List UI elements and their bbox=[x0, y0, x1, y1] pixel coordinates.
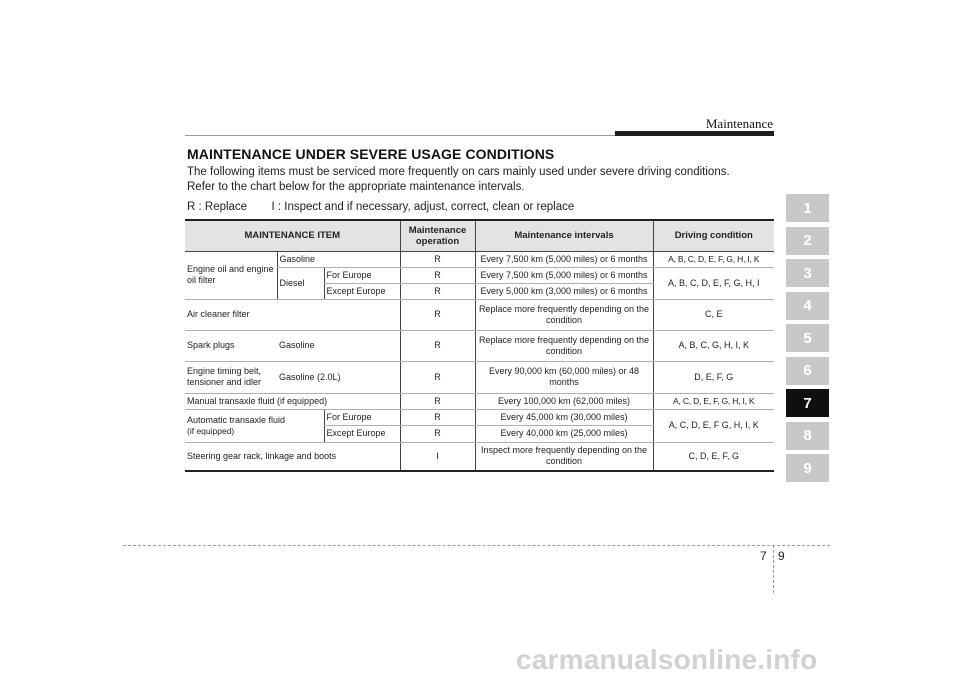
footer-divider bbox=[773, 545, 774, 593]
header-maintenance-operation: Maintenance operation bbox=[400, 220, 475, 251]
spark-condition: A, B, C, G, H, I, K bbox=[653, 330, 774, 361]
auto-condition: A, C, D, E, F G, H, I, K bbox=[653, 409, 774, 442]
oil-diesel-condition: A, B, C, D, E, F, G, H, I bbox=[653, 267, 774, 299]
intro-line-2: Refer to the chart below for the appropriate maintenance intervals. bbox=[187, 181, 525, 193]
oil-diesel-except-op: R bbox=[400, 283, 475, 299]
oil-diesel-europe-interval: Every 7,500 km (5,000 miles) or 6 months bbox=[475, 267, 653, 283]
spark-type: Gasoline bbox=[277, 330, 400, 361]
auto-except-europe: Except Europe bbox=[324, 425, 400, 442]
chapter-tab-9[interactable]: 9 bbox=[786, 454, 829, 482]
spark-item: Spark plugs bbox=[185, 330, 277, 361]
chapter-tab-5[interactable]: 5 bbox=[786, 324, 829, 352]
chapter-tab-1[interactable]: 1 bbox=[786, 194, 829, 222]
table-row bbox=[185, 330, 774, 361]
timing-op: R bbox=[400, 361, 475, 393]
table-row bbox=[185, 442, 774, 471]
air-op: R bbox=[400, 299, 475, 330]
air-interval: Replace more frequently depending on the condition bbox=[475, 299, 653, 330]
steer-condition: C, D, E, F, G bbox=[653, 442, 774, 471]
timing-type: Gasoline (2.0L) bbox=[277, 361, 400, 393]
table-row bbox=[185, 361, 774, 393]
chapter-tab-2[interactable]: 2 bbox=[786, 227, 829, 255]
oil-diesel: Diesel bbox=[277, 267, 324, 299]
auto-item-name: Automatic transaxle fluid bbox=[187, 414, 286, 425]
legend-inspect: I : Inspect and if necessary, adjust, correct, clean or replace bbox=[271, 201, 575, 213]
manual-condition: A, C, D, E, F, G, H, I, K bbox=[653, 393, 774, 409]
header-maintenance-intervals: Maintenance intervals bbox=[475, 220, 653, 251]
page-heading: MAINTENANCE UNDER SEVERE USAGE CONDITIONS bbox=[187, 146, 555, 162]
table-row bbox=[185, 251, 774, 267]
oil-gasoline-op: R bbox=[400, 251, 475, 267]
oil-diesel-except-interval: Every 5,000 km (3,000 miles) or 6 months bbox=[475, 283, 653, 299]
oil-diesel-europe-op: R bbox=[400, 267, 475, 283]
oil-item: Engine oil and engine oil filter bbox=[185, 251, 277, 299]
auto-item-note: (if equipped) bbox=[187, 425, 235, 436]
chapter-tab-6[interactable]: 6 bbox=[786, 357, 829, 385]
auto-except-interval: Every 40,000 km (25,000 miles) bbox=[475, 425, 653, 442]
table-row bbox=[185, 299, 774, 330]
auto-europe-op: R bbox=[400, 409, 475, 425]
oil-gasoline-interval: Every 7,500 km (5,000 miles) or 6 months bbox=[475, 251, 653, 267]
manual-interval: Every 100,000 km (62,000 miles) bbox=[475, 393, 653, 409]
air-condition: C, E bbox=[653, 299, 774, 330]
table-header-row bbox=[185, 220, 774, 251]
auto-europe-interval: Every 45,000 km (30,000 miles) bbox=[475, 409, 653, 425]
intro-line-1: The following items must be serviced more frequently on cars mainly used under severe driving conditions. bbox=[187, 166, 730, 178]
auto-europe: For Europe bbox=[324, 409, 400, 425]
timing-item: Engine timing belt, tensioner and idler bbox=[185, 361, 277, 393]
oil-gasoline: Gasoline bbox=[277, 251, 400, 267]
header-maintenance-item: MAINTENANCE ITEM bbox=[185, 220, 400, 251]
timing-interval: Every 90,000 km (60,000 miles) or 48 months bbox=[475, 361, 653, 393]
maintenance-table bbox=[185, 219, 774, 472]
table-row bbox=[185, 393, 774, 409]
steer-item: Steering gear rack, linkage and boots bbox=[185, 442, 400, 471]
footer-chapter-number: 7 bbox=[760, 549, 767, 563]
timing-condition: D, E, F, G bbox=[653, 361, 774, 393]
spark-interval: Replace more frequently depending on the condition bbox=[475, 330, 653, 361]
steer-op: I bbox=[400, 442, 475, 471]
header-driving-condition: Driving condition bbox=[653, 220, 774, 251]
section-title: Maintenance bbox=[705, 116, 773, 131]
watermark: carmanualsonline.info bbox=[516, 644, 818, 675]
auto-except-op: R bbox=[400, 425, 475, 442]
chapter-tab-4[interactable]: 4 bbox=[786, 292, 829, 320]
header-rule bbox=[185, 135, 615, 136]
chapter-tab-3[interactable]: 3 bbox=[786, 259, 829, 287]
oil-diesel-europe: For Europe bbox=[324, 267, 400, 283]
oil-diesel-except-europe: Except Europe bbox=[324, 283, 400, 299]
header-rule-accent bbox=[615, 131, 774, 136]
air-item: Air cleaner filter bbox=[185, 299, 400, 330]
steer-interval: Inspect more frequently depending on the condition bbox=[475, 442, 653, 471]
oil-gasoline-condition: A, B, C, D, E, F, G, H, I, K bbox=[653, 251, 774, 267]
manual-item: Manual transaxle fluid (if equipped) bbox=[185, 393, 400, 409]
spark-op: R bbox=[400, 330, 475, 361]
legend bbox=[187, 201, 574, 213]
intro-text bbox=[187, 165, 730, 195]
chapter-tab-8[interactable]: 8 bbox=[786, 422, 829, 450]
chapter-tab-7[interactable]: 7 bbox=[786, 389, 829, 417]
footer-page-number: 9 bbox=[778, 549, 785, 563]
auto-item bbox=[185, 409, 324, 442]
chapter-tabs bbox=[786, 194, 829, 487]
table-row bbox=[185, 409, 774, 425]
legend-replace: R : Replace bbox=[187, 201, 248, 213]
footer-rule bbox=[123, 545, 830, 546]
manual-op: R bbox=[400, 393, 475, 409]
